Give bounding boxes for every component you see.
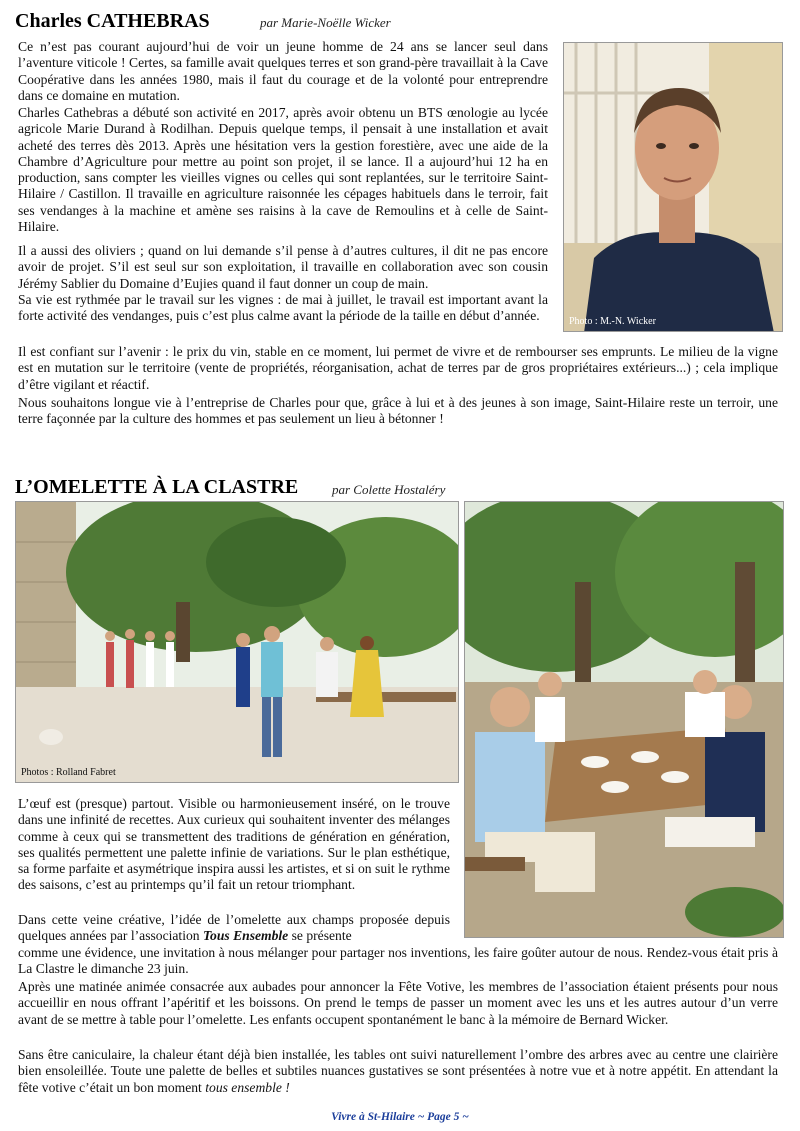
article2-paragraph-5	[18, 1047, 778, 1096]
association-name: Tous Ensemble	[202, 928, 289, 944]
gathering-illustration	[16, 502, 459, 783]
article2-paragraph-1: L’œuf est (presque) partout. Visible ou harmonieusement inséré, on le trouve dans une infinité de recettes. Aux curieux qui souhaitent inventer des mélanges comme à ceux qui se transmettent des traditions de génération en génération, ses qualités permettent une palette infinie de variations. Sur le plan esthétique, sa forme parfaite et asymétrique inspira aussi les artistes, et si on suit le rythme des saisons, c’est au printemps qu’il fait un retour triomphant.	[18, 796, 450, 893]
article2-paragraph-2-end: se présente	[291, 928, 352, 944]
article2-paragraph-2	[18, 912, 450, 945]
article2-paragraph-3: comme une évidence, une invitation à nous mélanger pour partager nos inventions, les faire goûter autour de nous. Rendez-vous était pris à La Clastre le dimanche 23 juin.	[18, 945, 778, 977]
article2-paragraph-4: Après une matinée animée consacrée aux aubades pour annoncer la Fête Votive, les membres de l’association étaient présents pour nous accueillir en nous offrant l’apéritif et les boissons. On prend le temps de passer un moment avec les uns et les autres autour d’un verre avant de se mettre à table pour l’omelette. Les enfants occupent spontanément le banc à la mémoire de Bernard Wicker.	[18, 979, 778, 1027]
article1-paragraph-1: Ce n’est pas courant aujourd’hui de voir un jeune homme de 24 ans se lancer seul dans l’aventure viticole ! Certes, sa famille avait quelques terres et son grand-père travaillait à la Cave Coopérative dans les années 1980, mais il faut du courage et de la volonté pour entreprendre dans ce domaine en mutation.	[18, 39, 548, 103]
article1-paragraph-2: Charles Cathebras a débuté son activité en 2017, après avoir obtenu un BTS œnologie au lycée agricole Marie Durand à Rodilhan. Depuis quelque temps, il pensait à une installation et avait acheté des terres dès 2013. Après une hésitation vers la gestion forestière, avec une aide de la Chambre d’Agriculture pour mettre au point son projet, il se lance. Il a aujourd’hui 12 ha en production, sans compter les vieilles vignes ou celles qui sont replantées, sur le territoire Saint-Hilaire / Castillon. Il travaille en agriculture raisonnée les cépages habituels dans le terroir, fait ses vendanges à la machine et amène ses raisins à la cave de Remoulins et à celle de Saint-Hilaire.	[18, 105, 548, 235]
gathering-caption: Photos : Rolland Fabret	[21, 767, 116, 778]
article1-byline: par Marie-Noëlle Wicker	[260, 15, 391, 30]
article1-paragraph-5: Il est confiant sur l’avenir : le prix du vin, stable en ce moment, lui permet de vivre et de rembourser ses emprunts. Le milieu de la vigne est en mutation sur le territoire (vente de propriétés, réorganisation, achat de terres par de gros propriétaires extérieurs...) ; cela implique d’être vigilant et réactif.	[18, 344, 778, 392]
article2-paragraph-5-text: Sans être caniculaire, la chaleur étant déjà bien installée, les tables ont suivi naturellement l’ombre des arbres avec au centre une clairière bien ensoleillée. Toute une palette de belles et subtiles nuances gustatives se sont présentées à notre vue et à notre appétit. En attendant la fête votive c’était un bon moment	[18, 1047, 778, 1095]
article2-title: L’OMELETTE À LA CLASTRE	[15, 476, 299, 498]
article2-paragraph-2-text: Dans cette veine créative, l’idée de l’omelette aux champs proposée depuis quelques années par l’association	[18, 912, 450, 944]
tous-ensemble-closing: tous ensemble !	[205, 1079, 290, 1095]
table-photo	[464, 501, 784, 938]
table-illustration	[465, 502, 784, 938]
gathering-photo	[15, 501, 459, 783]
article2-byline: par Colette Hostaléry	[332, 482, 446, 497]
portrait-caption: Photo : M.-N. Wicker	[569, 316, 656, 327]
page-footer: Vivre à St-Hilaire ~ Page 5 ~	[331, 1111, 469, 1123]
portrait-photo	[563, 42, 783, 332]
article1-title: Charles CATHEBRAS	[15, 10, 210, 32]
article1-paragraph-3: Il a aussi des oliviers ; quand on lui demande s’il pense à d’autres cultures, il dit ne pas encore avoir de projet. S’il est seul sur son exploitation, il travaille en collaboration avec son cousin Jérémy Sablier du Domaine d’Eujies quand il faut donner un coup de main.	[18, 243, 548, 291]
article1-paragraph-4: Sa vie est rythmée par le travail sur les vignes : de mai à juillet, le travail est important avant la forte activité des vendanges, puis c’est plus calme avant la période de la taille en début d’année.	[18, 292, 548, 324]
portrait-illustration	[564, 43, 783, 332]
article1-paragraph-6: Nous souhaitons longue vie à l’entreprise de Charles pour que, grâce à lui et à des jeunes à son image, Saint-Hilaire reste un terroir, une terre façonnée par la culture des hommes et pas seulement un lieu à bétonner !	[18, 395, 778, 427]
